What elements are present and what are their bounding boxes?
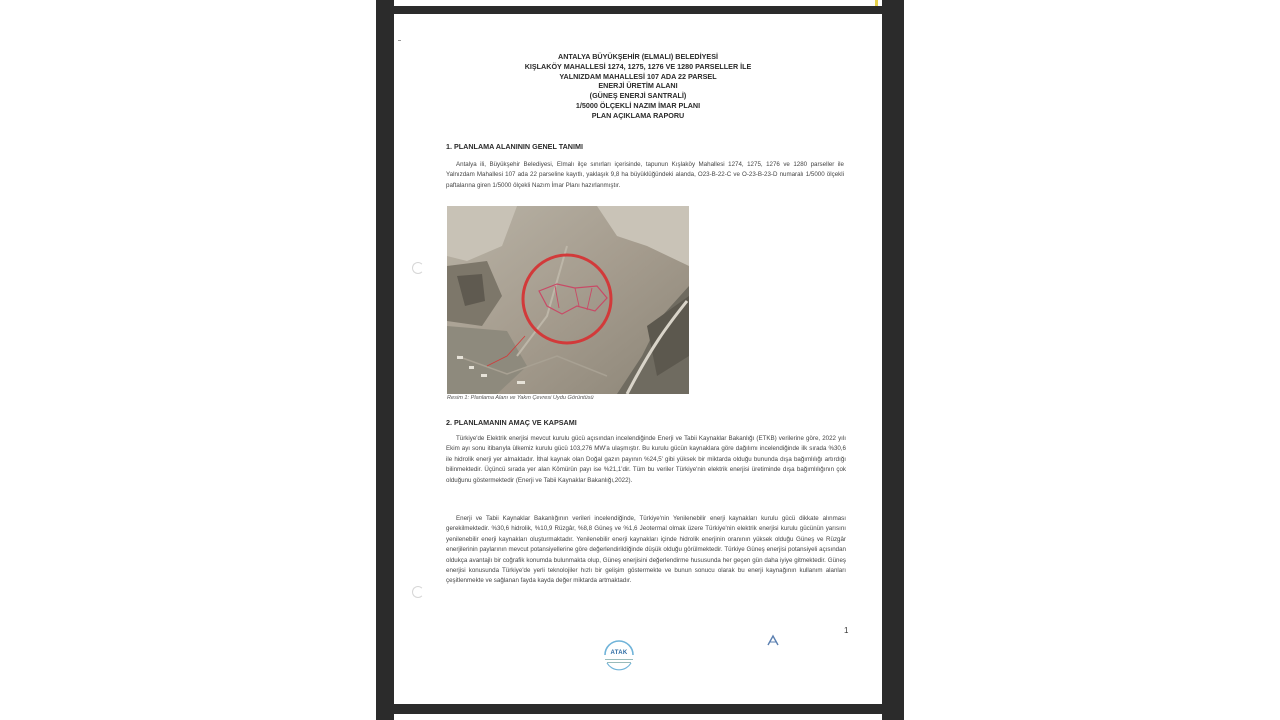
margin-tick	[398, 40, 401, 41]
header-line: YALNIZDAM MAHALLESİ 107 ADA 22 PARSEL	[559, 71, 717, 81]
page-number: 1	[844, 626, 849, 635]
binder-hole-mark	[412, 262, 424, 274]
document-page	[394, 14, 882, 704]
section-1-title: 1. PLANLAMA ALANININ GENEL TANIMI	[446, 142, 583, 151]
header-line: PLAN AÇIKLAMA RAPORU	[591, 110, 685, 120]
section-1-paragraph: Antalya ili, Büyükşehir Belediyesi, Elmalı ilçe sınırları içerisinde, tapunun Kışlaköy Mahallesi 1274, 1275, 1276 ve 1280 parseller ile Yalnızdam Mahallesi 107 ada 22 parseline kayıtlı, yaklaşık 9,8 ha büyüklüğündeki alanda, O23-B-22-C ve O-23-B-23-D numaralı 1/5000 ölçekli paftalarına giren 1/5000 ölçekli Nazım İmar Planı hazırlanmıştır.	[446, 161, 844, 189]
binder-hole-mark	[412, 586, 424, 598]
logo-text: ATAK	[610, 650, 628, 656]
figure-caption: Resim 1: Planlama Alanı ve Yakın Çevresi Uydu Görüntüsü	[447, 395, 594, 401]
section-2-title: 2. PLANLAMANIN AMAÇ VE KAPSAMI	[446, 418, 577, 427]
header-line: (GÜNEŞ ENERJİ SANTRALİ)	[589, 91, 687, 101]
header-line: 1/5000 ÖLÇEKLİ NAZIM İMAR PLANI	[575, 100, 701, 110]
next-page-edge[interactable]	[394, 714, 882, 720]
logo-tagline	[605, 659, 633, 660]
company-logo	[601, 637, 637, 675]
report-header	[394, 52, 882, 121]
logo-tagline	[607, 662, 631, 663]
satellite-image	[447, 206, 689, 394]
header-line: ANTALYA BÜYÜKŞEHİR (ELMALI) BELEDİYESİ	[558, 52, 718, 61]
page-marker	[875, 0, 878, 6]
section-2-paragraph-2: Enerji ve Tabii Kaynaklar Bakanlığının verileri incelendiğinde, Türkiye'nin Yenilenebilir enerji kaynakları kurulu gücü dikkate alınması gerekilmektedir. %30,6 hidrolik, %10,9 Rüzgâr, %8,8 Güneş ve %1,6 Jeotermal olmak üzere Türkiye'nin elektrik enerjisi kurulu gücünün yarısını yenilenebilir enerji kaynakları oluşturmaktadır. Yenilenebilir enerji kaynakları içinde hidrolik enerjinin oranının yüksek olduğu Güneş ve Rüzgâr enerjilerinin paylarının mevcut potansiyellerine göre değerlendirildiğinde düşük olduğu görülmektedir. Türkiye Güneş enerjisi potansiyeli açısından oldukça avantajlı bir coğrafik konumda bulunmakta olup, Güneş enerjisini değerlendirme hususunda her geçen gün daha iyiye gitmektedir. Güneş enerjisi konusunda Türkiye'de yerli teknolojiler hızlı bir gelişim göstermekte ve bunun sonucu olarak bu enerji kaynağının kullanım alanları çeşitlenmekte ve sağlanan fayda kayda değer miktarda artmaktadır.	[446, 515, 846, 585]
section-2-paragraph-1: Türkiye'de Elektrik enerjisi mevcut kurulu gücü açısından incelendiğinde Enerji ve Tabii Kaynaklar Bakanlığı (ETKB) verilerine göre, 2022 yılı Ekim ayı sonu itibarıyla ülkemiz kurulu gücü 103,276 MW'a ulaşmıştır. Bu kurulu gücün kaynaklara göre dağılımı incelendiğinde ilk sırada %30,6 ile hidrolik enerji yer almaktadır. İthal kaynak olan Doğal gazın payının %24,5' gibi yüksek bir miktarda olduğu bununda dışa bağımlılığı artırdığı bilinmektedir. Üçüncü sırada yer alan Kömürün payı ise %21,1'dir. Tüm bu veriler Türkiye'nin elektrik enerjisi üretiminde dışa bağımlılığının çok olduğunu göstermektedir (Enerji ve Tabii Kaynaklar Bakanlığı,2022).	[446, 435, 846, 484]
header-line: ENERJİ ÜRETİM ALANI	[598, 81, 678, 91]
previous-page-edge[interactable]	[394, 0, 882, 6]
header-line: KIŞLAKÖY MAHALLESİ 1274, 1275, 1276 VE 1280 PARSELLER İLE	[524, 61, 752, 71]
triangle-mark-icon	[766, 634, 780, 646]
